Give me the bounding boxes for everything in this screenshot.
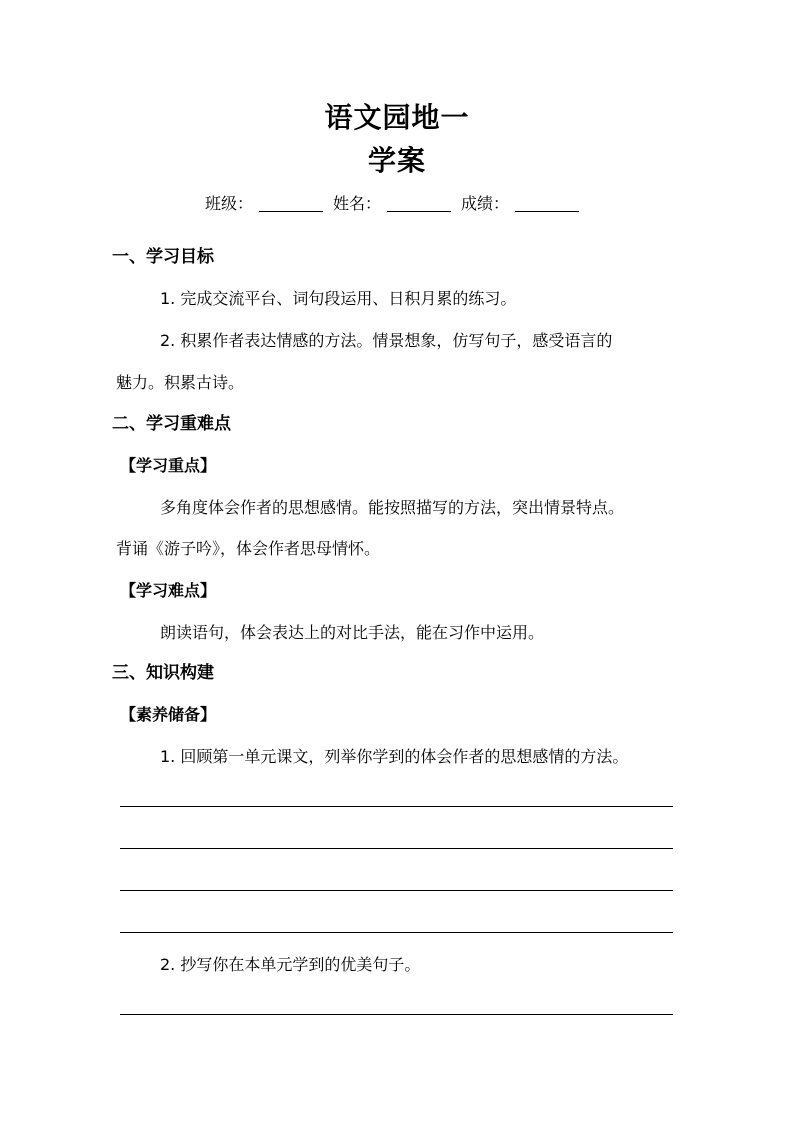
subheading-difficulty: 【学习难点】 xyxy=(120,581,217,600)
question-2: 2. 抄写你在本单元学到的优美句子。 xyxy=(160,955,421,974)
key-point-text: 多角度体会作者的思想感情。能按照描写的方法，突出情景特点。 xyxy=(160,498,625,517)
answer-line[interactable] xyxy=(120,890,673,891)
difficulty-text: 朗读语句，体会表达上的对比手法，能在习作中运用。 xyxy=(160,623,545,642)
page-title: 语文园地一 xyxy=(324,101,470,134)
key-point-text-continued: 背诵《游子吟》，体会作者思母情怀。 xyxy=(116,539,381,558)
question-1: 1. 回顾第一单元课文，列举你学到的体会作者的思想感情的方法。 xyxy=(160,747,629,766)
subheading-key-point: 【学习重点】 xyxy=(120,456,217,475)
score-label: 成绩： xyxy=(461,194,510,213)
name-label: 姓名： xyxy=(333,194,382,213)
answer-line[interactable] xyxy=(120,848,673,849)
section-heading-objectives: 一、学习目标 xyxy=(112,247,214,267)
section-heading-knowledge: 三、知识构建 xyxy=(112,663,214,683)
section-heading-key-points: 二、学习重难点 xyxy=(112,414,231,434)
answer-line[interactable] xyxy=(120,932,673,933)
score-blank[interactable] xyxy=(515,192,579,212)
answer-line[interactable] xyxy=(120,1014,673,1015)
class-blank[interactable] xyxy=(259,192,323,212)
class-label: 班级： xyxy=(205,194,254,213)
answer-line[interactable] xyxy=(120,806,673,807)
objective-item-2-continued: 魅力。积累古诗。 xyxy=(116,373,245,392)
student-info-row xyxy=(205,192,589,216)
name-blank[interactable] xyxy=(387,192,451,212)
objective-item-2: 2. 积累作者表达情感的方法。情景想象，仿写句子，感受语言的 xyxy=(160,331,613,350)
page-subtitle: 学案 xyxy=(367,144,426,177)
objective-item-1: 1. 完成交流平台、词句段运用、日积月累的练习。 xyxy=(160,289,517,308)
subheading-preparation: 【素养储备】 xyxy=(120,705,217,724)
